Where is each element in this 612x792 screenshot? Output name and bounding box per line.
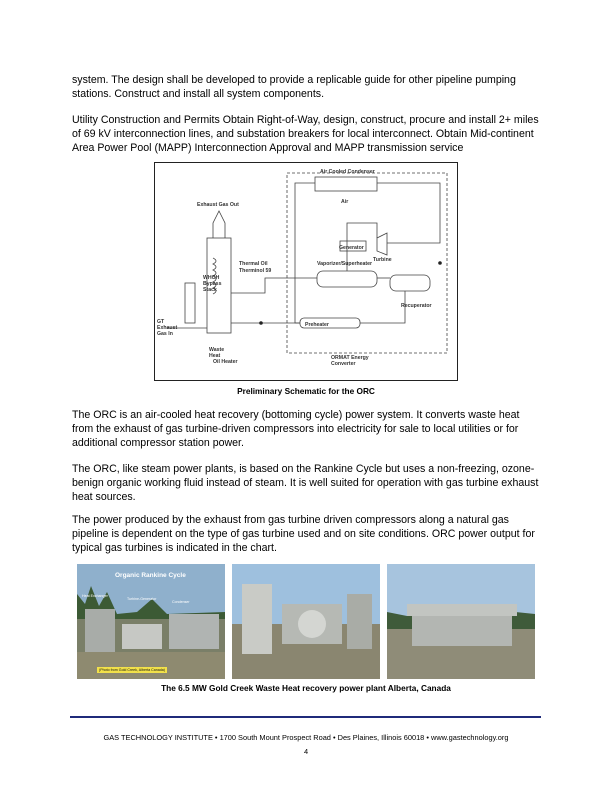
svg-text:Air Cooled Condenser: Air Cooled Condenser <box>320 169 375 175</box>
oil-line-top <box>231 278 317 293</box>
paragraph-utility-construction: Utility Construction and Permits Obtain Right-of-Way, design, construct, procure and install 2+ miles of 69 kV interconnection lines, and substation breakers for local interconnect. Obtain Mid-continent Area Power Pool (MAPP) Interconnection Approval and MAPP transmission service <box>72 114 539 155</box>
svg-text:Generator: Generator <box>339 245 364 251</box>
orc-schematic-drawing <box>155 163 456 379</box>
svg-text:Waste: Waste <box>209 347 225 353</box>
svg-text:ORMAT Energy: ORMAT Energy <box>331 355 369 361</box>
photo1-label-heat-exchanger: Heat Exchanger <box>82 594 108 598</box>
svg-text:Heat: Heat <box>209 353 221 359</box>
orc-schematic-figure <box>154 162 458 381</box>
svg-text:Recuperator: Recuperator <box>401 303 432 309</box>
svg-text:Stack: Stack <box>203 287 217 293</box>
svg-text:Oil Heater: Oil Heater <box>213 359 238 365</box>
paragraph-system-design: system. The design shall be developed to provide a replicable guide for other pipeline pumping stations. Construct and install all system components. <box>72 74 516 101</box>
paragraph-power-output: The power produced by the exhaust from gas turbine driven compressors along a natural gas pipeline is dependent on the type of gas turbine used and on site conditions. ORC power output for typical gas turbines is indicated in the chart. <box>72 514 535 555</box>
working-line-a <box>360 291 405 323</box>
svg-text:Vaporizer/Superheater: Vaporizer/Superheater <box>317 261 373 267</box>
svg-text:Bypass: Bypass <box>203 281 222 287</box>
svg-text:Gas In: Gas In <box>157 331 173 337</box>
bypass-stack <box>185 283 195 323</box>
footer-address: GAS TECHNOLOGY INSTITUTE • 1700 South Mount Prospect Road • Des Plaines, Illinois 60018 • www.gastechnology.org <box>103 733 509 742</box>
pump-dot-right <box>438 261 442 265</box>
svg-text:Turbine: Turbine <box>373 257 392 263</box>
stack-top <box>213 211 225 238</box>
page-number: 4 <box>303 747 309 756</box>
photo2-scene <box>232 564 380 679</box>
condenser-box <box>315 177 377 191</box>
turbine-shape <box>377 233 387 255</box>
condenser-return <box>295 183 315 323</box>
vaporizer-vessel <box>317 271 377 287</box>
turbine-to-condenser <box>377 183 440 243</box>
svg-text:Therminol 59: Therminol 59 <box>239 268 272 274</box>
svg-text:Exhaust Gas Out: Exhaust Gas Out <box>197 202 239 208</box>
photo-plant-exterior <box>387 564 535 679</box>
svg-text:Preheater: Preheater <box>305 322 329 328</box>
svg-text:Converter: Converter <box>331 361 356 367</box>
photo3-scene <box>387 564 535 679</box>
paragraph-orc-overview: The ORC is an air-cooled heat recovery (bottoming cycle) power system. It converts waste heat from the exhaust of gas turbine-driven compressors into electricity for sale to local utilities or for additional compressor station power. <box>72 409 520 450</box>
svg-text:GT: GT <box>157 319 165 325</box>
svg-text:Exhaust: Exhaust <box>157 325 178 331</box>
schematic-caption: Preliminary Schematic for the ORC <box>237 386 375 396</box>
photo-orc-plant-labeled <box>77 564 225 679</box>
photo1-label-condenser: Condenser <box>172 600 190 604</box>
svg-text:Air: Air <box>341 199 349 205</box>
photo1-title: Organic Rankine Cycle <box>115 572 186 579</box>
photo-plant-equipment <box>232 564 380 679</box>
footer-rule <box>70 716 541 718</box>
svg-text:Thermal Oil: Thermal Oil <box>239 261 268 267</box>
paragraph-rankine-cycle: The ORC, like steam power plants, is based on the Rankine Cycle but uses a non-freezing, ozone-benign organic working fluid instead of steam. It is well suited for operation with gas turbine exhaust heat sources. <box>72 463 539 504</box>
pump-dot <box>259 321 263 325</box>
photo1-label-turbine-generator: Turbine-Generator <box>127 597 157 601</box>
recuperator-vessel <box>390 275 430 291</box>
svg-text:WHOH: WHOH <box>203 275 220 281</box>
photo1-location-caption: (Photo from Gold Creek, Alberta Canada) <box>99 668 165 672</box>
photos-caption: The 6.5 MW Gold Creek Waste Heat recovery power plant Alberta, Canada <box>161 683 451 693</box>
photo1-scene <box>77 564 225 679</box>
